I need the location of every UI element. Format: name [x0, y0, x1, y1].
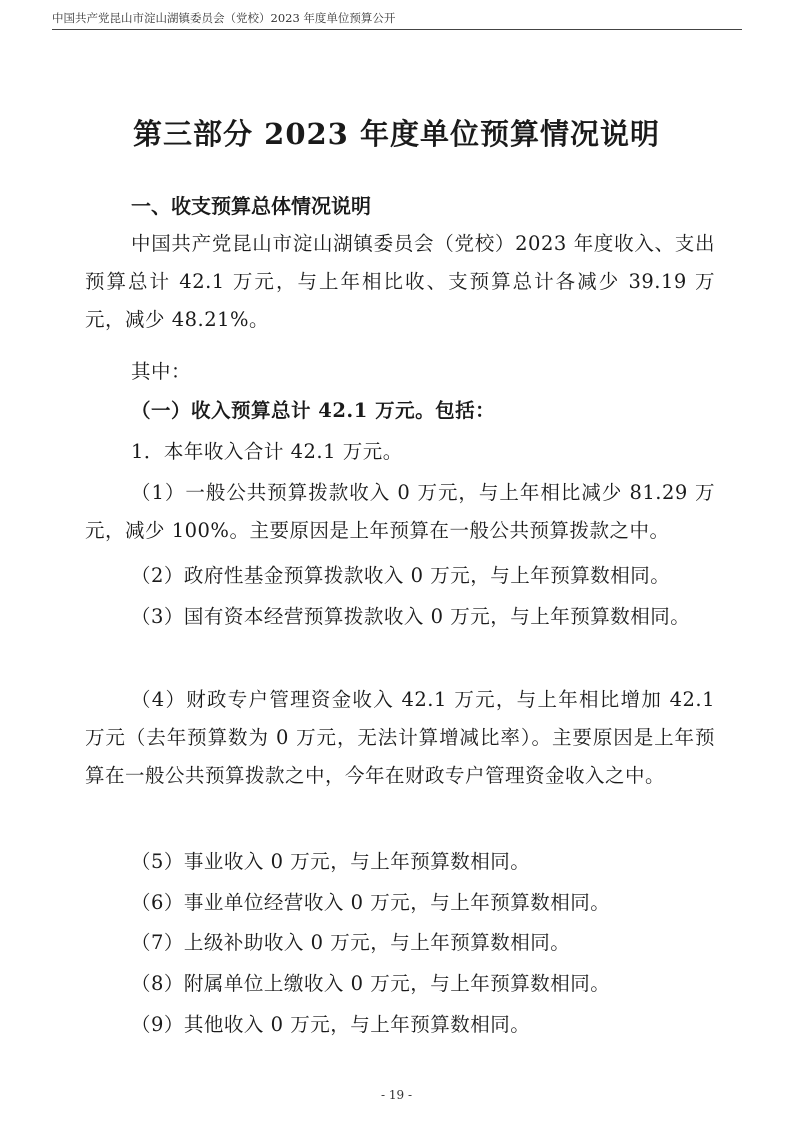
- paragraph-item-1: （1）一般公共预算拨款收入 0 万元，与上年相比减少 81.29 万元，减少 100%。主要原因是上年预算在一般公共预算拨款之中。: [85, 481, 715, 542]
- paragraph-summary: 中国共产党昆山市淀山湖镇委员会（党校）2023 年度收入、支出预算总计 42.1 万元，与上年相比收、支预算总计各减少 39.19 万元，减少 48.21%。: [85, 232, 715, 331]
- running-header: 中国共产党昆山市淀山湖镇委员会（党校）2023 年度单位预算公开: [52, 11, 396, 25]
- paragraph-income-total: （一）收入预算总计 42.1 万元。包括：: [131, 399, 496, 422]
- paragraph-item-2: （2）政府性基金预算拨款收入 0 万元，与上年预算数相同。: [131, 564, 671, 587]
- paragraph-item-6: （6）事业单位经营收入 0 万元，与上年预算数相同。: [131, 891, 611, 914]
- paragraph-among: 其中：: [131, 360, 192, 383]
- paragraph-item-9: （9）其他收入 0 万元，与上年预算数相同。: [131, 1013, 531, 1036]
- page-number: - 19 -: [380, 1088, 412, 1102]
- paragraph-item-3: （3）国有资本经营预算拨款收入 0 万元，与上年预算数相同。: [131, 605, 691, 628]
- paragraph-item-4: （4）财政专户管理资金收入 42.1 万元，与上年相比增加 42.1 万元（去年预算数为 0 万元，无法计算增减比率）。主要原因是上年预算在一般公共预算拨款之中，今年在财政专户管理资金收入之中。: [85, 688, 715, 787]
- header-divider: [52, 29, 742, 30]
- page-title: 第三部分 2023 年度单位预算情况说明: [133, 117, 660, 151]
- paragraph-item-7: （7）上级补助收入 0 万元，与上年预算数相同。: [131, 931, 571, 954]
- paragraph-item-5: （5）事业收入 0 万元，与上年预算数相同。: [131, 850, 531, 873]
- paragraph-item-8: （8）附属单位上缴收入 0 万元，与上年预算数相同。: [131, 972, 611, 995]
- section-heading: 一、收支预算总体情况说明: [131, 194, 371, 218]
- paragraph-year-income: 1．本年收入合计 42.1 万元。: [131, 440, 403, 463]
